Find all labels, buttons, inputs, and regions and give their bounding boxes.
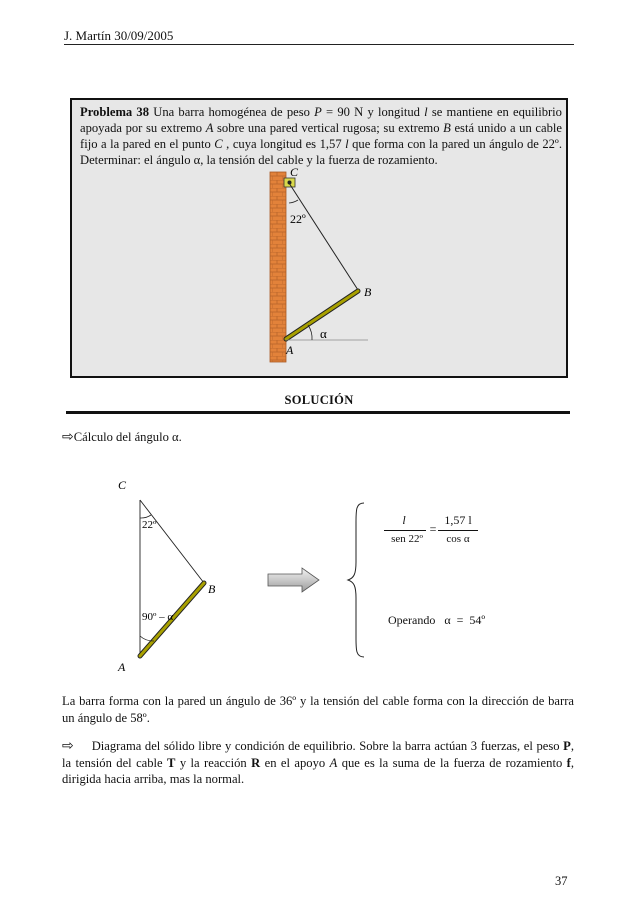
figure-label-b: B xyxy=(364,285,372,299)
problem-text-3: se mantiene en equilibrio apoyada por su extremo xyxy=(80,105,562,135)
eq-fraction-bar-right xyxy=(438,530,478,531)
solution-triangle-diagram xyxy=(100,470,230,675)
triangle-cable-side xyxy=(140,500,204,583)
fb-end: , dirigida hacia arriba, mas la normal. xyxy=(62,755,575,786)
eq-num-left: l xyxy=(402,513,406,527)
triangle-angle-22: 22º xyxy=(142,519,157,531)
page-number: 37 xyxy=(555,874,568,888)
triangle-label-c: C xyxy=(118,478,127,492)
equation xyxy=(384,513,480,553)
figure-angle-22: 22º xyxy=(290,212,306,226)
problem-box xyxy=(70,98,568,378)
fb-var-t: T xyxy=(167,755,176,770)
hollow-arrow-icon: ⇨ xyxy=(62,738,74,754)
result-alpha: Operando α = 54º xyxy=(388,613,486,627)
figure-label-c: C xyxy=(290,165,299,179)
var-a: A xyxy=(205,121,214,135)
fb-lead: Diagrama del sólido libre y condición de equilibrio. Sobre la barra actúan 3 fuerzas, el peso xyxy=(91,739,564,753)
paragraph-angles: La barra forma con la pared un ángulo de 36º y la tensión del cable forma con la dirección de barra un ángulo de 58º. xyxy=(62,694,574,725)
fb-var-p: P xyxy=(563,739,571,753)
problem-text-1: Una barra homogénea de peso xyxy=(149,105,315,119)
triangle-angle-90-alpha: 90º – α xyxy=(142,611,174,623)
problem-title: Problema 38 xyxy=(80,105,150,119)
var-p: P xyxy=(314,105,322,119)
problem-text-4: sobre una pared vertical rugosa; su extremo xyxy=(213,121,444,135)
alpha-arc xyxy=(308,325,312,340)
var-c: C xyxy=(214,137,223,151)
paragraph-free-body xyxy=(62,738,574,788)
step1-label: Cálculo del ángulo α. xyxy=(73,430,182,444)
fb-var-f: f xyxy=(566,755,571,770)
eq-den-right: cos α xyxy=(446,533,470,545)
eq-num-right: 1,57 l xyxy=(444,513,472,527)
eq-den-left: sen 22º xyxy=(391,533,423,545)
figure-label-a: A xyxy=(286,343,294,357)
block-arrow-icon xyxy=(266,566,322,594)
step1-heading xyxy=(62,429,182,446)
cable-line xyxy=(289,183,358,290)
triangle-label-b: B xyxy=(208,582,216,596)
var-b: B xyxy=(443,121,451,135)
figure-angle-alpha: α xyxy=(320,326,327,341)
fb-var-r: R xyxy=(251,755,261,770)
header-rule xyxy=(64,44,574,45)
var-l: l xyxy=(424,105,428,119)
curly-brace-icon xyxy=(344,500,368,660)
cable-angle-arc xyxy=(289,200,298,203)
problem-text-2: = 90 N y longitud xyxy=(321,105,425,119)
eq-fraction-bar-left xyxy=(384,530,426,531)
eq-equals: = xyxy=(429,522,437,536)
problem-text-6: , cuya longitud es 1,57 xyxy=(222,137,346,151)
fb-mid1: , la tensión del cable xyxy=(62,739,574,770)
fb-var-a: A xyxy=(329,755,338,770)
fb-mid4: que es la suma de la fuerza de rozamiento xyxy=(337,755,567,770)
triangle-label-a: A xyxy=(118,660,126,674)
problem-text-7: que forma con la pared un ángulo de 22º. Determinar: el ángulo α, la tensión del cable y la fuerza de rozamiento. xyxy=(80,137,562,167)
page-header: J. Martín 30/09/2005 xyxy=(64,28,174,43)
hollow-arrow-icon: ⇨ xyxy=(62,429,74,445)
brick-wall xyxy=(270,172,286,362)
problem-text-5: está unido a un cable fijo a la pared en el punto xyxy=(80,121,562,151)
triangle-arc-top xyxy=(140,515,151,518)
fb-mid3: en el apoyo xyxy=(260,755,330,770)
solution-title: SOLUCIÓN xyxy=(284,393,354,407)
var-l-2: l xyxy=(345,137,349,151)
fb-mid2: y la reacción xyxy=(175,755,252,770)
solution-rule xyxy=(66,411,570,414)
problem-figure xyxy=(72,100,566,376)
